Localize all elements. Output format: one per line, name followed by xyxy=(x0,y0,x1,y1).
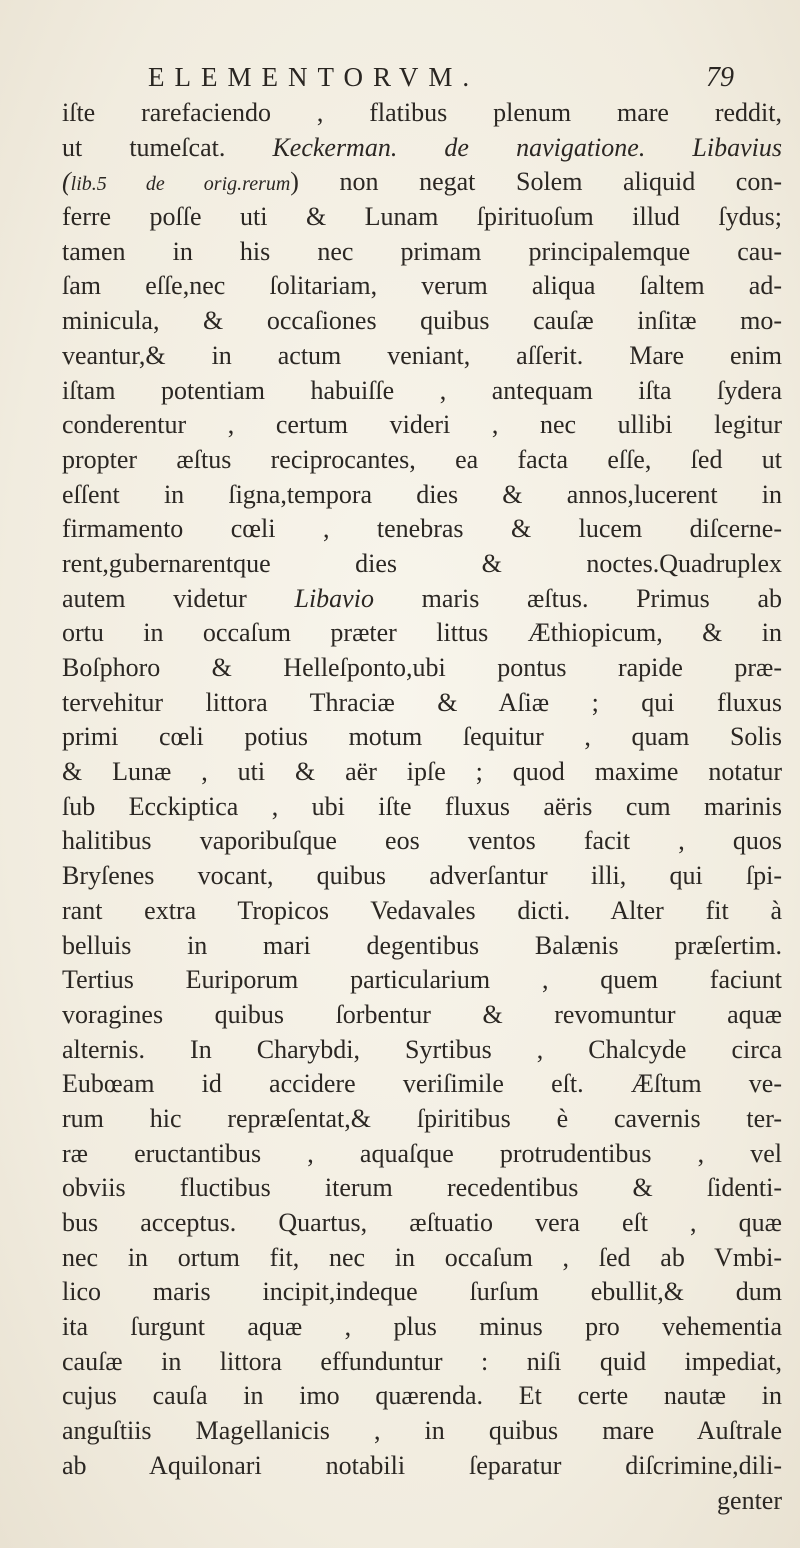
italic-reference: Keckerman. de navigatione. Libavius xyxy=(272,132,782,162)
text-line xyxy=(62,1275,782,1310)
text-line xyxy=(62,651,782,686)
text-segment: ferre poſſe uti & Lunam ſpirituoſum illud ſydus; xyxy=(62,202,782,232)
page-number: 79 xyxy=(706,62,734,93)
small-italic: lib.5 de orig.rerum xyxy=(70,173,291,196)
text-segment: tamen in his nec primam principalemque cau- xyxy=(62,236,782,266)
italic-reference: ( xyxy=(62,167,71,197)
text-line xyxy=(62,443,782,478)
text-segment: propter æſtus reciprocantes, ea facta eſſe, ſed ut xyxy=(62,444,782,474)
text-segment: veantur,& in actum veniant, aſſerit. Mare enim xyxy=(62,340,782,370)
text-line xyxy=(62,1241,782,1276)
body-text xyxy=(62,96,782,1518)
text-segment: conderentur , certum videri , nec ullibi legitur xyxy=(62,410,782,440)
text-line xyxy=(62,1171,782,1206)
italic-reference: Libavio xyxy=(294,583,374,613)
text-segment: cujus cauſa in imo quærenda. Et certe nautæ in xyxy=(62,1381,782,1411)
text-segment: rent,gubernarentque dies & noctes.Quadruplex xyxy=(62,548,782,578)
text-line xyxy=(62,1102,782,1137)
text-segment: iſte rarefaciendo , flatibus plenum mare reddit, xyxy=(62,98,782,127)
text-segment: voragines quibus ſorbentur & revomuntur aquæ xyxy=(62,999,782,1029)
text-segment: Bryſenes vocant, quibus adverſantur illi, qui ſpi- xyxy=(62,861,782,891)
text-segment: eſſent in ſigna,tempora dies & annos,lucerent in xyxy=(62,479,782,509)
text-segment: bus acceptus. Quartus, æſtuatio vera eſt , quæ xyxy=(62,1208,782,1237)
text-line xyxy=(62,1345,782,1380)
text-line xyxy=(62,1449,782,1484)
text-segment: belluis in mari degentibus Balænis præſertim. xyxy=(62,930,782,960)
text-segment: maris æſtus. Primus ab xyxy=(373,583,782,613)
text-line xyxy=(62,963,782,998)
running-title: ELEMENTORVM. xyxy=(148,62,480,92)
text-line xyxy=(62,1379,782,1414)
text-segment: & Lunæ , uti & aër ipſe ; quod maxime notatur xyxy=(62,757,782,787)
text-segment: firmamento cœli , tenebras & lucem diſcerne- xyxy=(62,514,782,544)
text-segment: nec in ortum fit, nec in occaſum , ſed ab Vmbi- xyxy=(62,1242,782,1272)
text-segment: iſtam potentiam habuiſſe , antequam iſta ſydera xyxy=(62,375,782,405)
running-head xyxy=(0,62,800,98)
italic-reference xyxy=(71,167,291,196)
text-line xyxy=(62,1033,782,1068)
text-segment: rant extra Tropicos Vedavales dicti. Alter fit à xyxy=(62,895,782,925)
text-line xyxy=(62,200,782,235)
text-segment: autem videtur xyxy=(62,583,295,613)
text-line xyxy=(62,1137,782,1172)
text-line xyxy=(62,1310,782,1345)
text-segment: rum hic repræſentat,& ſpiritibus è cavernis ter- xyxy=(62,1103,782,1133)
text-segment: obviis fluctibus iterum recedentibus & ſidenti- xyxy=(62,1173,782,1203)
text-segment: ræ eructantibus , aquaſque protrudentibus , vel xyxy=(62,1138,782,1168)
text-line xyxy=(62,894,782,929)
text-segment: alternis. In Charybdi, Syrtibus , Chalcyde circa xyxy=(62,1034,782,1064)
text-line xyxy=(62,790,782,825)
text-line xyxy=(62,859,782,894)
text-line xyxy=(62,235,782,270)
text-line xyxy=(62,824,782,859)
text-segment: minicula, & occaſiones quibus cauſæ inſitæ mo- xyxy=(62,306,782,336)
text-segment: primi cœli potius motum ſequitur , quam Solis xyxy=(62,722,782,752)
text-line xyxy=(62,339,782,374)
text-line xyxy=(62,582,782,617)
text-line xyxy=(62,720,782,755)
text-segment: Eubœam id accidere veriſimile eſt. Æſtum ve- xyxy=(62,1069,782,1099)
text-line xyxy=(62,408,782,443)
text-line xyxy=(62,929,782,964)
text-segment: halitibus vaporibuſque eos ventos facit , quos xyxy=(62,826,782,856)
text-line xyxy=(62,478,782,513)
text-line xyxy=(62,304,782,339)
text-line xyxy=(62,686,782,721)
text-line xyxy=(62,96,782,131)
text-segment: Tertius Euriporum particularium , quem faciunt xyxy=(62,965,782,995)
text-segment: anguſtiis Magellanicis , in quibus mare Auſtrale xyxy=(62,1416,782,1446)
text-segment: ſub Ecckiptica , ubi iſte fluxus aëris cum marinis xyxy=(62,791,782,821)
text-segment: ſam eſſe,nec ſolitariam, verum aliqua ſaltem ad- xyxy=(62,271,782,301)
text-line xyxy=(62,998,782,1033)
catchword: genter xyxy=(717,1485,782,1515)
text-line xyxy=(62,547,782,582)
text-line xyxy=(62,1414,782,1449)
text-segment: Boſphoro & Helleſponto,ubi pontus rapide præ- xyxy=(62,653,782,682)
text-segment: ut tumeſcat. xyxy=(62,132,273,162)
text-segment: ortu in occaſum præter littus Æthiopicum, & in xyxy=(62,618,782,648)
text-segment: ab Aquilonari notabili ſeparatur diſcrimine,dili- xyxy=(62,1450,782,1480)
text-line xyxy=(62,512,782,547)
text-line xyxy=(62,374,782,409)
text-segment: tervehitur littora Thraciæ & Aſiæ ; qui fluxus xyxy=(62,687,782,717)
text-segment: ita ſurgunt aquæ , plus minus pro vehementia xyxy=(62,1312,782,1342)
text-line xyxy=(62,165,782,200)
text-line xyxy=(62,269,782,304)
text-line xyxy=(62,755,782,790)
text-line xyxy=(62,616,782,651)
text-segment: cauſæ in littora effunduntur : niſi quid impediat, xyxy=(62,1346,782,1376)
text-line xyxy=(62,1067,782,1102)
text-line xyxy=(62,131,782,166)
text-segment: lico maris incipit,indeque ſurſum ebullit,& dum xyxy=(62,1277,782,1307)
text-segment: ) non negat Solem aliquid con- xyxy=(290,167,782,197)
text-line xyxy=(62,1206,782,1241)
